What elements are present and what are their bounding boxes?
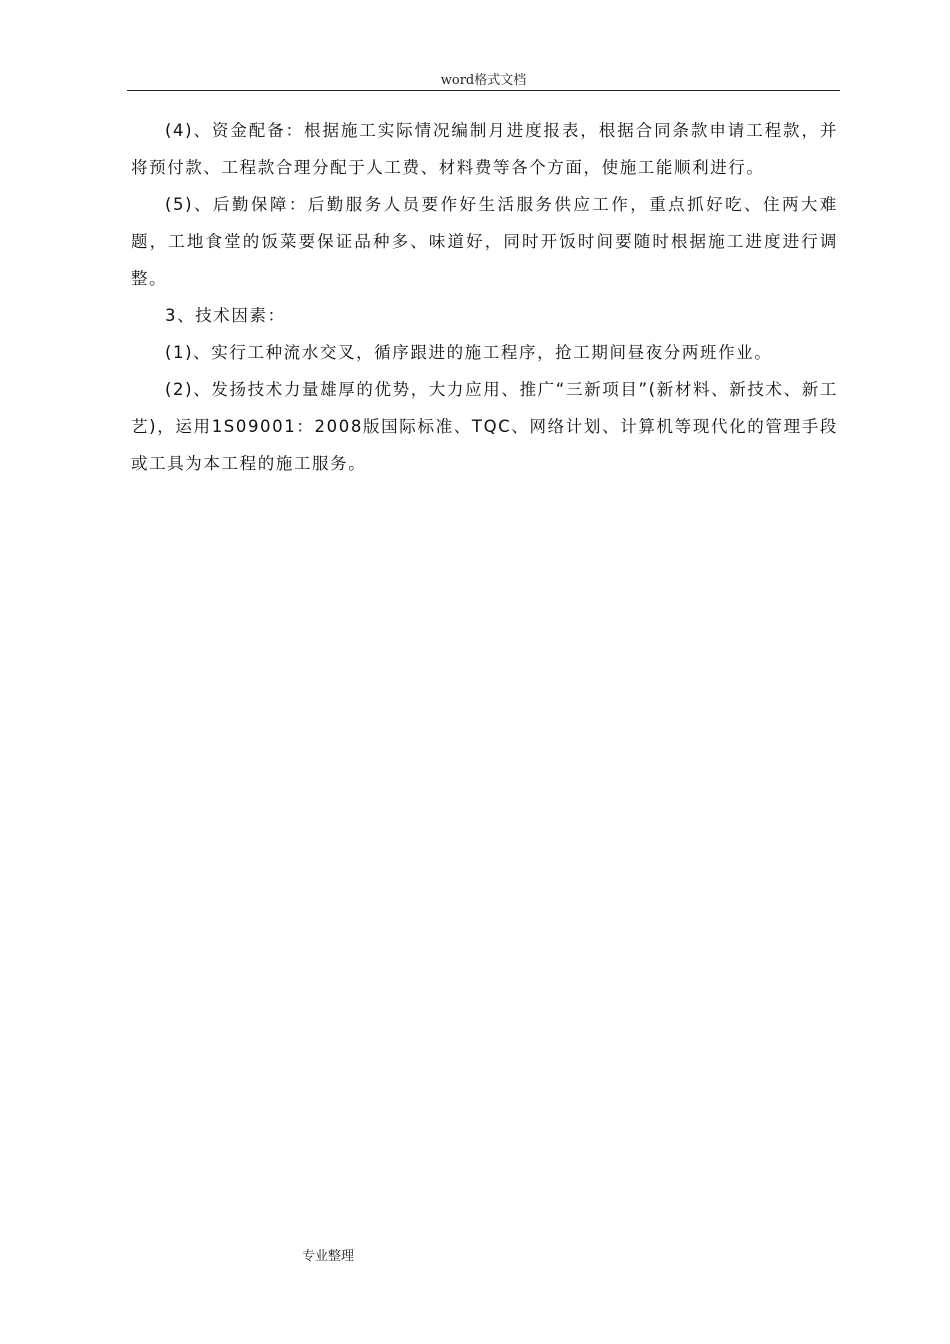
section-heading-technical: 3、技术因素： <box>165 306 286 325</box>
header-divider <box>127 90 840 91</box>
paragraph-workflow: (1)、实行工种流水交叉，循序跟进的施工程序，抢工期间昼夜分两班作业。 <box>165 343 773 362</box>
page-footer: 专业整理 <box>302 1249 355 1264</box>
paragraph-technology: (2)、发扬技术力量雄厚的优势，大力应用、推广“三新项目”(新材料、新技术、新工艺)，运用1S09001：2008版国际标准、TQC、网络计划、计算机等现代化的管理手段或工具为本工程的施工服务。 <box>131 380 838 473</box>
paragraph-logistics: (5)、后勤保障：后勤服务人员要作好生活服务供应工作，重点抓好吃、住两大难题，工地食堂的饭菜要保证品种多、味道好，同时开饭时间要随时根据施工进度进行调整。 <box>131 195 838 288</box>
page-header: word格式文档 <box>440 73 527 88</box>
paragraph-funding: (4)、资金配备：根据施工实际情况编制月进度报表，根据合同条款申请工程款，并将预付款、工程款合理分配于人工费、材料费等各个方面，使施工能顺利进行。 <box>131 121 838 177</box>
document-body <box>131 112 838 482</box>
